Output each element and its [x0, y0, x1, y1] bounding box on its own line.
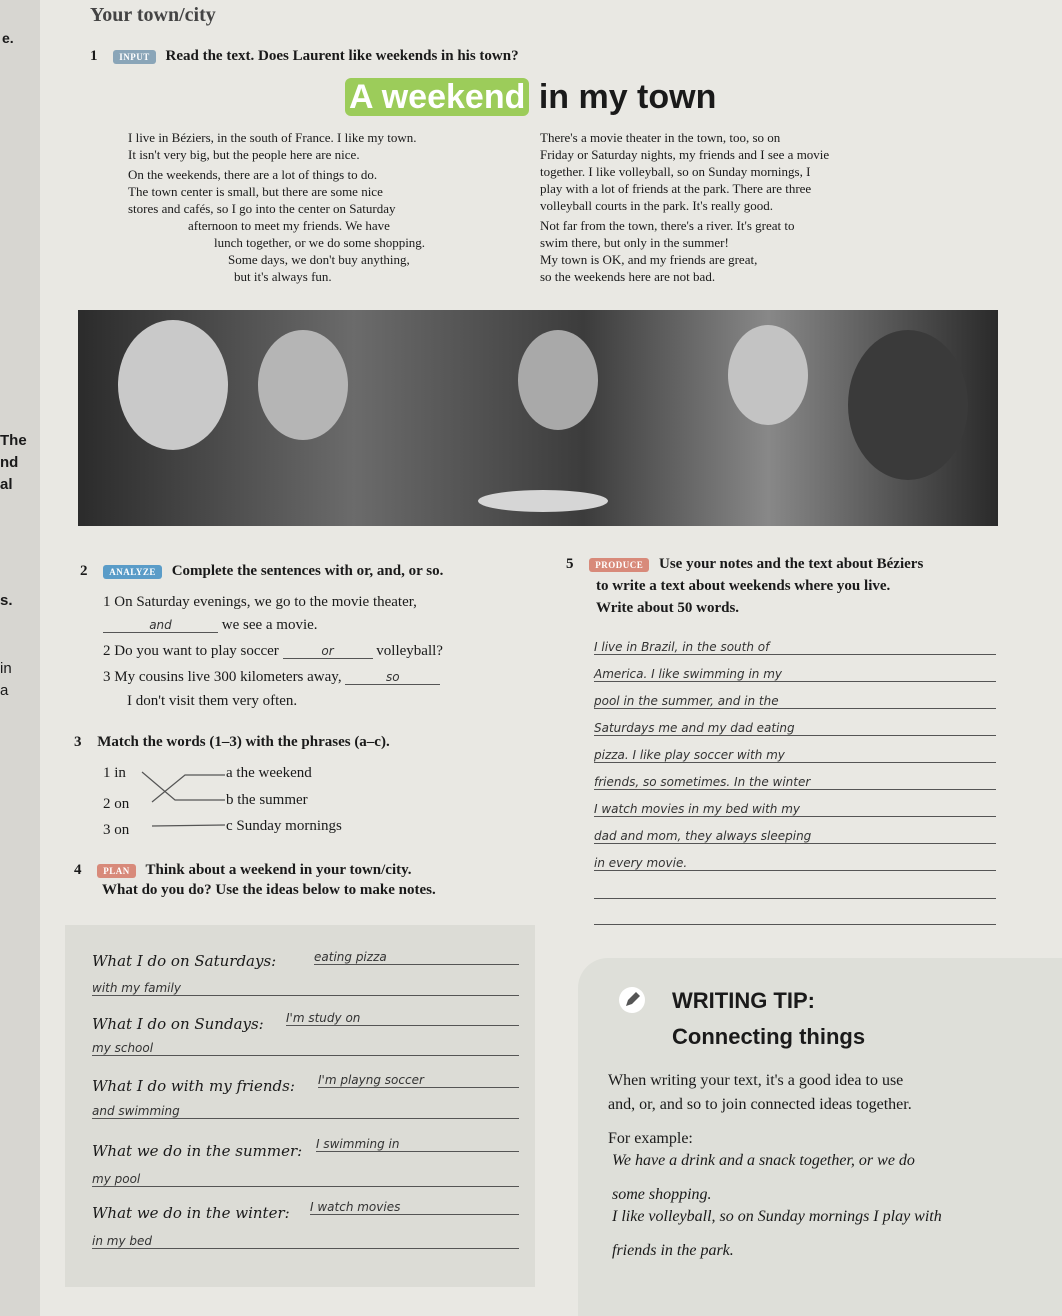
- exercise-1-instruction: [90, 48, 519, 65]
- note-prompt: What we do in the summer:: [92, 1142, 303, 1160]
- photo-person: [728, 325, 808, 425]
- photo-person: [118, 320, 228, 450]
- sentence-1a: 1 On Saturday evenings, we go to the movie theater,: [103, 594, 417, 610]
- margin-fragment: in: [0, 660, 12, 677]
- note-prompt: What I do with my friends:: [92, 1077, 295, 1095]
- writing-line[interactable]: dad and mom, they always sleeping: [594, 829, 996, 844]
- note-prompt: What we do in the winter:: [92, 1204, 290, 1222]
- input-badge: INPUT: [113, 50, 156, 64]
- note-answer[interactable]: I'm playng soccer: [318, 1073, 519, 1088]
- article-left-line: stores and cafés, so I go into the center on Saturday: [128, 201, 396, 216]
- note-prompt: What I do on Saturdays:: [92, 952, 277, 970]
- note-answer[interactable]: in my bed: [92, 1234, 519, 1249]
- article-right-line: Not far from the town, there's a river. It's great to: [540, 218, 795, 233]
- tip-example-2a: I like volleyball, so on Sunday mornings I play with: [612, 1208, 942, 1225]
- sentence-3: [103, 669, 440, 686]
- answer-blank[interactable]: and: [103, 618, 218, 633]
- unit-header: Your town/city: [90, 4, 216, 26]
- note-answer[interactable]: I'm study on: [286, 1011, 519, 1026]
- instruction-text: Complete the sentences with or, and, or so.: [171, 563, 444, 579]
- article-left-line: I live in Béziers, in the south of France. I like my town.: [128, 130, 417, 145]
- instruction-text-2: to write a text about weekends where you live.: [596, 578, 891, 594]
- title-highlight: A weekend: [345, 78, 529, 116]
- article-right-line: so the weekends here are not bad.: [540, 269, 716, 284]
- note-answer[interactable]: and swimming: [92, 1104, 519, 1119]
- margin-fragment: nd: [0, 454, 19, 471]
- friends-photo: [78, 310, 998, 526]
- answer-blank[interactable]: or: [283, 644, 373, 659]
- exercise-number: 4: [74, 862, 82, 878]
- writing-line[interactable]: friends, so sometimes. In the winter: [594, 775, 996, 790]
- answer-blank[interactable]: so: [345, 670, 440, 685]
- match-line: [152, 775, 225, 802]
- plan-badge: PLAN: [97, 864, 136, 878]
- margin-fragment: al: [0, 476, 13, 493]
- article-left-line: Some days, we don't buy anything,: [228, 252, 410, 267]
- writing-line[interactable]: America. I like swimming in my: [594, 667, 996, 682]
- article-left-line: It isn't very big, but the people here are nice.: [128, 147, 360, 162]
- writing-line[interactable]: in every movie.: [594, 856, 996, 871]
- instruction-text-3: Write about 50 words.: [596, 600, 740, 616]
- analyze-badge: ANALYZE: [103, 565, 162, 579]
- article-right-line: My town is OK, and my friends are great,: [540, 252, 758, 267]
- instruction-text-2: What do you do? Use the ideas below to make notes.: [102, 882, 436, 898]
- sentence-text: 2 Do you want to play soccer: [103, 643, 279, 659]
- note-answer[interactable]: with my family: [92, 981, 519, 996]
- writing-line-empty[interactable]: [594, 898, 996, 899]
- tip-example-2b: friends in the park.: [612, 1242, 734, 1259]
- writing-line[interactable]: pizza. I like play soccer with my: [594, 748, 996, 763]
- article-right-line: volleyball courts in the park. It's really good.: [540, 198, 774, 213]
- sentence-1b: [103, 617, 318, 634]
- match-left-1: 1 in: [103, 765, 126, 781]
- article-left-line: lunch together, or we do some shopping.: [214, 235, 426, 250]
- article-right-line: There's a movie theater in the town, too, so on: [540, 130, 781, 145]
- match-left-2: 2 on: [103, 796, 130, 812]
- match-right-a: a the weekend: [226, 765, 312, 781]
- exercise-number: 1: [90, 48, 98, 64]
- tip-subheading: Connecting things: [672, 1024, 866, 1049]
- note-prompt: What I do on Sundays:: [92, 1015, 264, 1033]
- margin-fragment: The: [0, 432, 27, 449]
- margin-fragment: e.: [2, 30, 14, 46]
- sentence-text: volleyball?: [376, 643, 443, 659]
- matching-lines: [140, 770, 230, 830]
- article-left-line: afternoon to meet my friends. We have: [188, 218, 390, 233]
- title-rest: in my town: [538, 78, 717, 116]
- note-answer[interactable]: eating pizza: [314, 950, 519, 965]
- sentence-2: [103, 643, 443, 660]
- note-answer[interactable]: I swimming in: [316, 1137, 519, 1152]
- writing-line[interactable]: I live in Brazil, in the south of: [594, 640, 996, 655]
- instruction-text: Match the words (1–3) with the phrases (a–c).: [97, 734, 390, 750]
- exercise-3-instruction: [74, 734, 390, 751]
- article-title: [345, 78, 716, 117]
- pizza-plate: [478, 490, 608, 512]
- tip-heading: WRITING TIP:: [672, 988, 815, 1013]
- photo-person: [848, 330, 968, 480]
- instruction-text: Think about a weekend in your town/city.: [145, 862, 412, 878]
- produce-badge: PRODUCE: [589, 558, 649, 572]
- writing-line-empty[interactable]: [594, 924, 996, 925]
- article-left-line: The town center is small, but there are some nice: [128, 184, 383, 199]
- tip-body-2: and, or, and so to join connected ideas together.: [608, 1096, 912, 1113]
- sentence-3b: I don't visit them very often.: [127, 693, 298, 709]
- writing-line[interactable]: pool in the summer, and in the: [594, 694, 996, 709]
- article-left-line: On the weekends, there are a lot of things to do.: [128, 167, 378, 182]
- article-right-line: swim there, but only in the summer!: [540, 235, 729, 250]
- writing-line[interactable]: Saturdays me and my dad eating: [594, 721, 996, 736]
- exercise-5-instruction: [566, 556, 923, 573]
- exercise-number: 5: [566, 556, 574, 572]
- match-left-3: 3 on: [103, 822, 130, 838]
- article-right-line: together. I like volleyball, so on Sunday mornings, I: [540, 164, 811, 179]
- tip-example-1a: We have a drink and a snack together, or we do: [612, 1152, 915, 1169]
- exercise-2-instruction: [80, 563, 443, 580]
- pencil-icon: [618, 986, 646, 1014]
- margin-fragment: s.: [0, 592, 13, 609]
- exercise-number: 2: [80, 563, 88, 579]
- exercise-number: 3: [74, 734, 82, 750]
- photo-person: [258, 330, 348, 440]
- tip-example-1b: some shopping.: [612, 1186, 712, 1203]
- article-right-line: play with a lot of friends at the park. There are three: [540, 181, 812, 196]
- tip-example-label: For example:: [608, 1130, 693, 1147]
- note-answer[interactable]: I watch movies: [310, 1200, 519, 1215]
- tip-body-1: When writing your text, it's a good idea to use: [608, 1072, 904, 1089]
- instruction-text: Use your notes and the text about Béziers: [659, 556, 924, 572]
- article-right-line: Friday or Saturday nights, my friends and I see a movie: [540, 147, 830, 162]
- writing-line[interactable]: I watch movies in my bed with my: [594, 802, 996, 817]
- margin-fragment: a: [0, 682, 9, 699]
- article-left-line: but it's always fun.: [234, 269, 332, 284]
- exercise-4-instruction: [74, 862, 412, 879]
- note-answer[interactable]: my school: [92, 1041, 519, 1056]
- note-answer[interactable]: my pool: [92, 1172, 519, 1187]
- match-right-b: b the summer: [226, 792, 308, 808]
- sentence-text: we see a movie.: [221, 617, 318, 633]
- match-line: [152, 825, 225, 826]
- instruction-text: Read the text. Does Laurent like weekends in his town?: [165, 48, 519, 64]
- sentence-text: 3 My cousins live 300 kilometers away,: [103, 669, 342, 685]
- match-right-c: c Sunday mornings: [226, 818, 342, 834]
- photo-person: [518, 330, 598, 430]
